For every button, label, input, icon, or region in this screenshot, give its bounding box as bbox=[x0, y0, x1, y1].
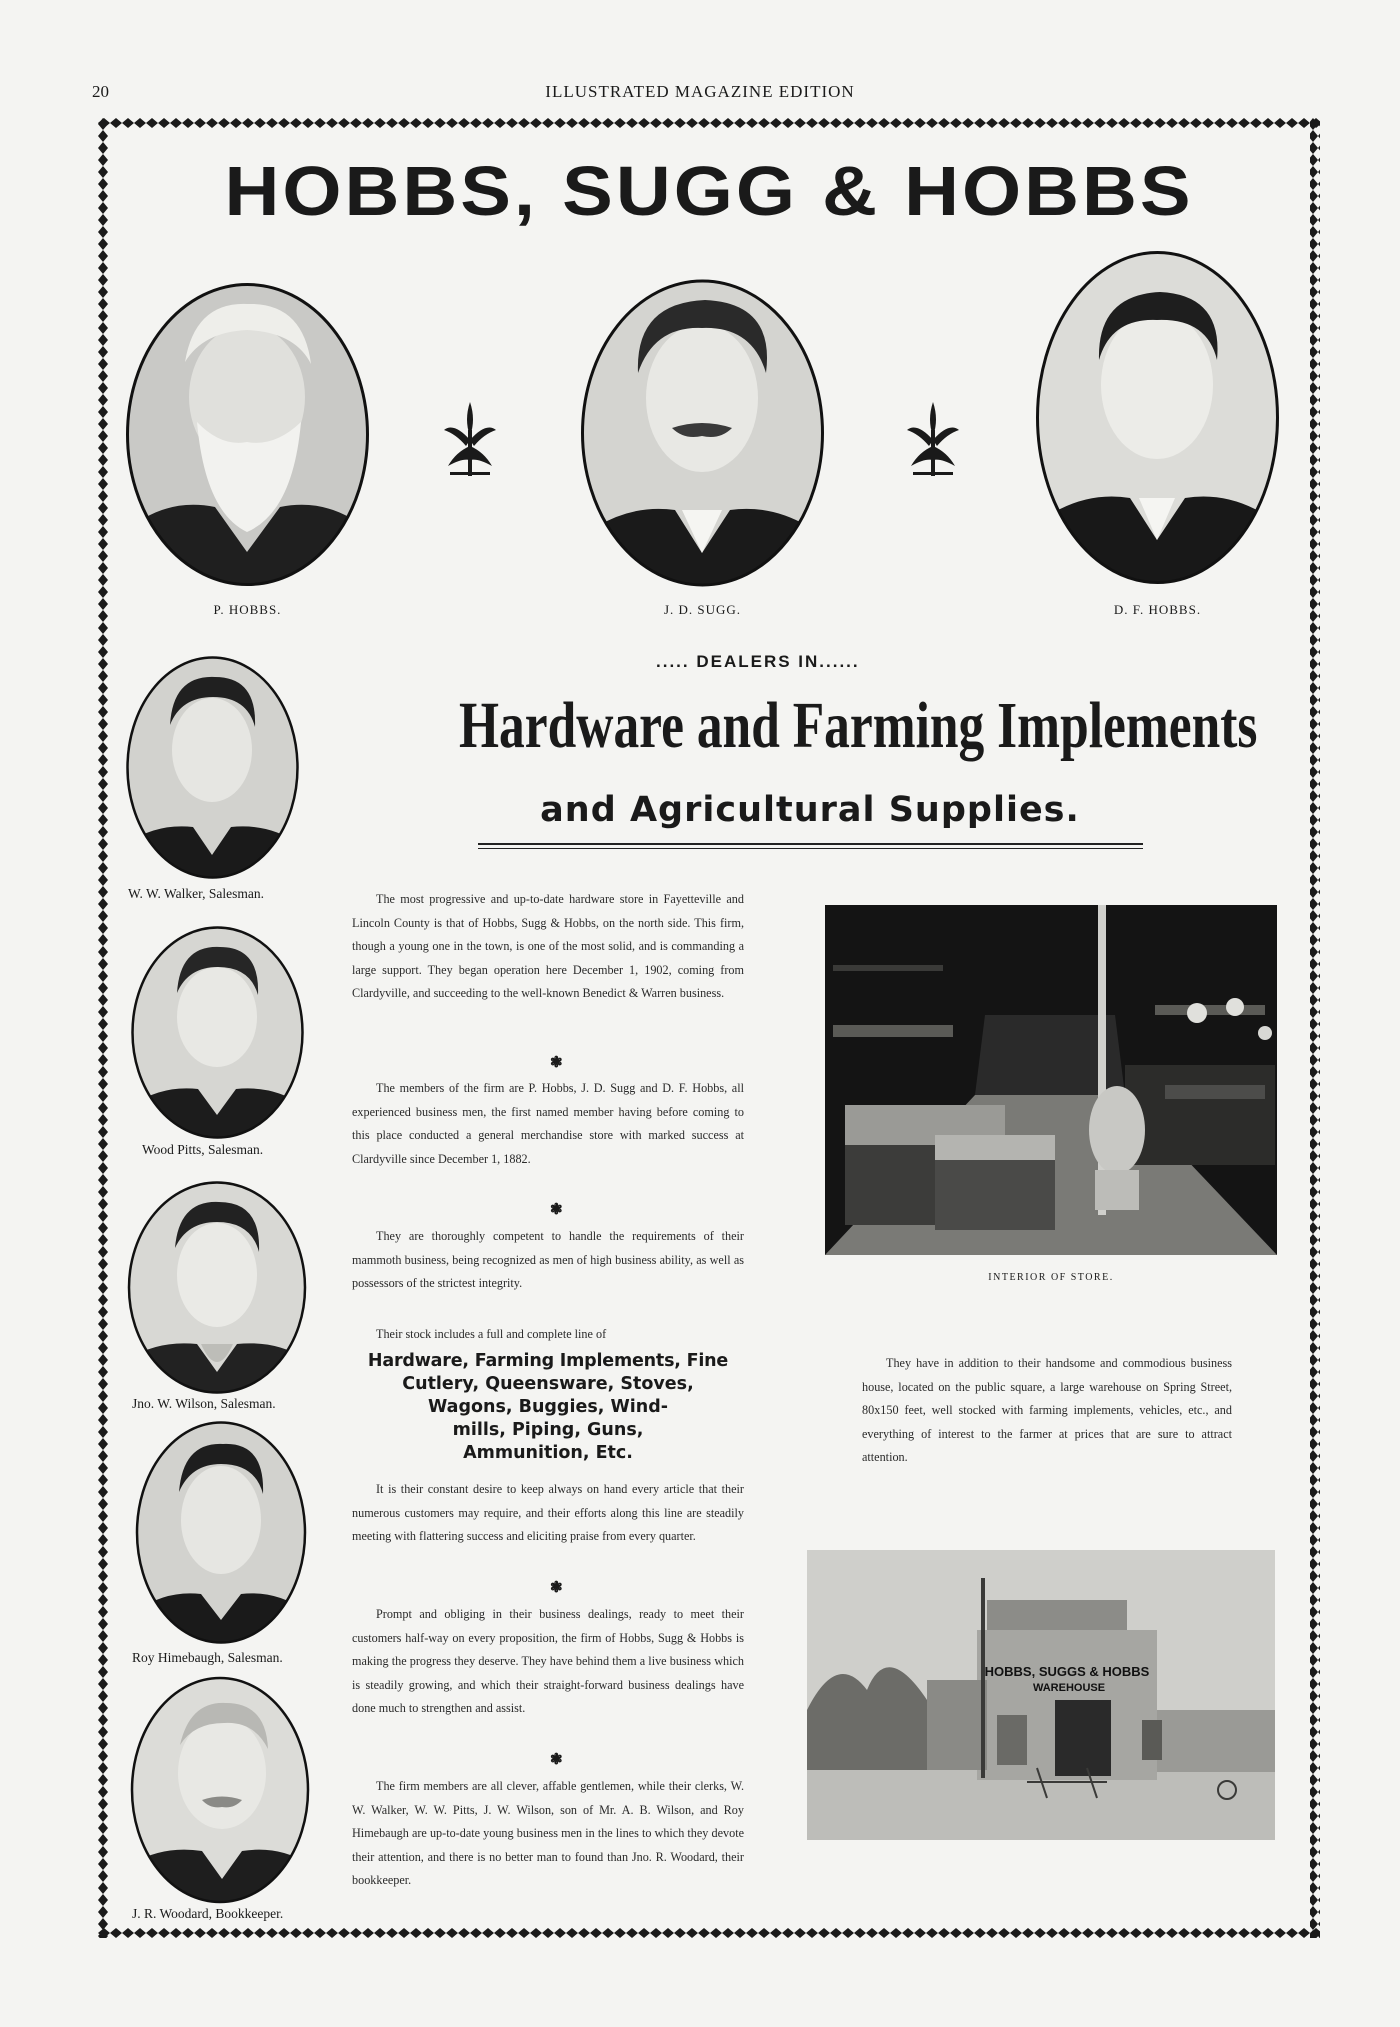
product-line: Cutlery, Queensware, Stoves, bbox=[402, 1374, 694, 1394]
right-paragraph bbox=[862, 1352, 1232, 1470]
body-paragraph bbox=[352, 1077, 744, 1171]
interior-photo-caption: INTERIOR OF STORE. bbox=[988, 1272, 1114, 1283]
body-paragraph-text: Their stock includes a full and complete line of bbox=[376, 1327, 607, 1341]
body-paragraph-text: The most progressive and up-to-date hardware store in Fayetteville and Lincoln County is that of Hobbs, Sugg & Hobbs, on the north side. This firm, though a young one in the town, is one of the most solid, and is commanding a large support. They began operation here December 1, 1902, coming from Clardyville, and succeeding to the well-known Benedict & Warren business. bbox=[352, 892, 744, 1000]
body-paragraph-text: They are thoroughly competent to handle the requirements of their mammoth business, being recognized as men of high business ability, as well as possessors of the strictest integrity. bbox=[352, 1229, 744, 1290]
product-line: Wagons, Buggies, Wind- bbox=[427, 1397, 669, 1417]
body-paragraph-text: The members of the firm are P. Hobbs, J. D. Sugg and D. F. Hobbs, all experienced business men, the first named member having before coming to this place conducted a general merchandise store with marked success at Clardyville since December 1, 1882. bbox=[352, 1081, 744, 1166]
portrait-roy-himebaugh bbox=[135, 1420, 307, 1645]
caption-p-hobbs: P. HOBBS. bbox=[213, 602, 282, 617]
pilcrow-icon: ❃ bbox=[550, 1752, 563, 1768]
warehouse-sign-line-1: HOBBS, SUGGS & HOBBS bbox=[984, 1664, 1150, 1679]
body-paragraph bbox=[352, 1603, 744, 1721]
body-paragraph bbox=[352, 1478, 744, 1549]
right-paragraph-text: They have in addition to their handsome and commodious business house, located on the public square, a large warehouse on Spring Street, 80x150 feet, well stocked with farming implements, vehicles, etc., and everything of interest to the farmer at prices that are sure to attract attention. bbox=[862, 1356, 1232, 1464]
portrait-p-hobbs bbox=[125, 282, 370, 587]
product-list bbox=[352, 1350, 744, 1465]
fleur-ornament-icon bbox=[903, 400, 963, 478]
caption-jno-wilson: Jno. W. Wilson, Salesman. bbox=[132, 1396, 276, 1411]
running-head: ILLUSTRATED MAGAZINE EDITION bbox=[545, 82, 855, 101]
interior-photo bbox=[825, 905, 1277, 1260]
product-line: mills, Piping, Guns, bbox=[452, 1420, 644, 1440]
page-number: 20 bbox=[92, 82, 109, 101]
rule bbox=[478, 848, 1143, 849]
product-line: Ammunition, Etc. bbox=[463, 1443, 633, 1463]
pilcrow-icon: ❃ bbox=[550, 1202, 563, 1218]
portrait-jd-sugg bbox=[580, 278, 825, 588]
pilcrow-icon: ❃ bbox=[550, 1580, 563, 1596]
rule bbox=[478, 843, 1143, 845]
product-line: Hardware, Farming Implements, Fine bbox=[367, 1351, 729, 1371]
caption-roy-himebaugh: Roy Himebaugh, Salesman. bbox=[132, 1650, 283, 1665]
portrait-jr-woodard bbox=[130, 1675, 310, 1905]
caption-df-hobbs: D. F. HOBBS. bbox=[1113, 602, 1202, 617]
body-paragraph-text: It is their constant desire to keep always on hand every article that their numerous customers may require, and their efforts along this line are steadily meeting with flattering success and eliciting praise from every quarter. bbox=[352, 1482, 744, 1543]
body-paragraph-text: The firm members are all clever, affable gentlemen, while their clerks, W. W. Walker, W. W. Pitts, J. W. Wilson, son of Mr. A. B. Wilson, and Roy Himebaugh are up-to-date young business men in the lines to which they devote their attention, and there is no better man to found than Jno. R. Woodard, their bookkeeper. bbox=[352, 1779, 744, 1887]
body-paragraph bbox=[352, 1225, 744, 1296]
body-paragraph bbox=[352, 888, 744, 1006]
headline-agricultural: and Agricultural Supplies. bbox=[540, 790, 1080, 830]
portrait-jno-wilson bbox=[127, 1180, 307, 1395]
portrait-ww-walker bbox=[125, 655, 300, 880]
body-paragraph bbox=[352, 1323, 744, 1347]
warehouse-photo bbox=[807, 1550, 1275, 1845]
warehouse-sign-line-2: WAREHOUSE bbox=[1032, 1682, 1106, 1694]
caption-ww-walker: W. W. Walker, Salesman. bbox=[128, 886, 264, 901]
fleur-ornament-icon bbox=[440, 400, 500, 478]
body-paragraph bbox=[352, 1775, 744, 1893]
caption-wood-pitts: Wood Pitts, Salesman. bbox=[142, 1142, 264, 1157]
caption-jd-sugg: J. D. SUGG. bbox=[663, 602, 742, 617]
body-paragraph-text: Prompt and obliging in their business dealings, ready to meet their customers half-way on every proposition, the firm of Hobbs, Sugg & Hobbs is making the progress they deserve. They have behind them a live business which is steadily growing, and which their straight-forward business dealings have done much to strengthen and assist. bbox=[352, 1607, 744, 1715]
firm-name: HOBBS, SUGG & HOBBS bbox=[224, 152, 1194, 231]
headline-hardware: Hardware and Farming Implements bbox=[459, 689, 1258, 762]
portrait-wood-pitts bbox=[130, 925, 305, 1140]
pilcrow-icon: ❃ bbox=[550, 1055, 563, 1071]
portrait-df-hobbs bbox=[1035, 250, 1280, 585]
caption-jr-woodard: J. R. Woodard, Bookkeeper. bbox=[132, 1906, 284, 1921]
dealers-in-label: ..... DEALERS IN...... bbox=[656, 652, 860, 671]
